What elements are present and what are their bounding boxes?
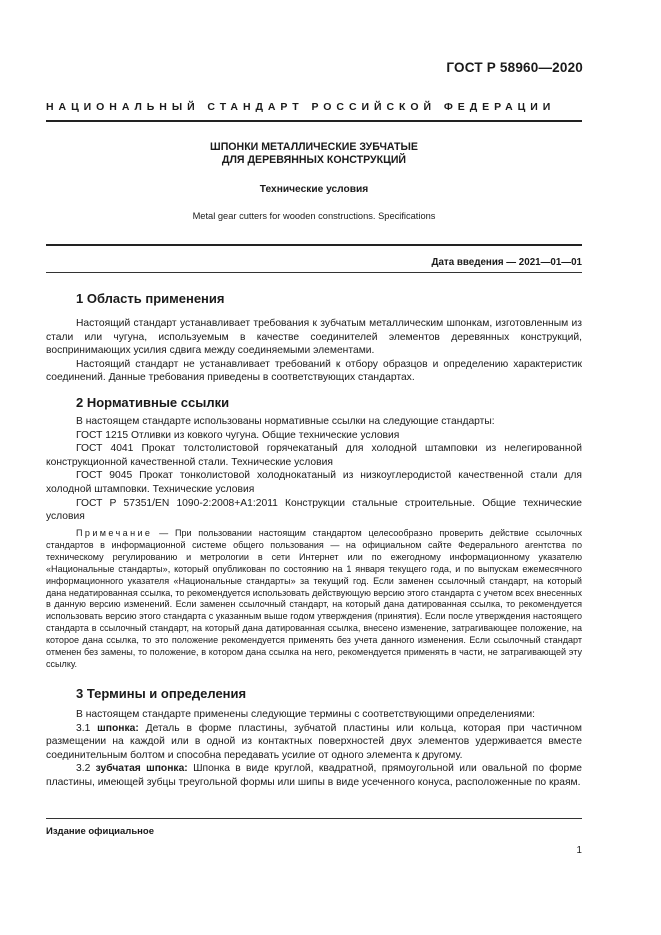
references-intro: В настоящем стандарте использованы нормативные ссылки на следующие стандарты: <box>76 416 495 427</box>
section-1-paragraph: Настоящий стандарт устанавливает требования к зубчатым металлическим шпонкам, изготовленным из стали или чугуна, используемым в качестве соединителей элементов деревянных конструкций, воспринимающих усилия сдвига между соединяемыми элементами. <box>46 318 582 357</box>
title-line-2: ДЛЯ ДЕРЕВЯННЫХ КОНСТРУКЦИЙ <box>221 154 407 166</box>
note-label: Примечание <box>76 528 153 538</box>
national-standard-banner: НАЦИОНАЛЬНЫЙ СТАНДАРТ РОССИЙСКОЙ ФЕДЕРАЦИИ <box>46 101 556 113</box>
date-rule <box>46 272 582 273</box>
term-definition <box>46 722 582 763</box>
term-name: шпонка: <box>97 722 139 734</box>
footer-rule <box>46 818 582 819</box>
reference-item: ГОСТ 4041 Прокат толстолистовой горячекатаный для холодной штамповки из нелегированной конструкционной качественной стали. Технические условия <box>46 443 582 468</box>
section-1-paragraph: Настоящий стандарт не устанавливает требований к отбору образцов и определению характеристик соединений. Данные требования приведены в соответствующих стандартах. <box>46 358 582 384</box>
page-number: 1 <box>576 845 582 856</box>
document-subtitle: Технические условия <box>259 184 369 195</box>
term-definition <box>46 762 582 789</box>
effective-date: Дата введения — 2021—01—01 <box>431 257 582 268</box>
section-3-heading: 3 Термины и определения <box>76 686 247 701</box>
reference-item: ГОСТ 1215 Отливки из ковкого чугуна. Общие технические условия <box>76 429 400 441</box>
term-name: зубчатая шпонка: <box>95 763 188 775</box>
term-number: 3.1 <box>76 722 91 734</box>
term-text: Шпонка в виде круглой, квадратной, прямоугольной или овальной по форме пластины, имеющей зубцы треугольной формы или шипы в виде усеченного конуса, расположенные по краям. <box>46 763 582 788</box>
term-text: Деталь в форме пластины, зубчатой пластины или кольца, которая при частичном размещении на каждой или в одной из контактных поверхностей двух элементов удерживается вместе соединительным болтом и способна передавать усилие от одного элемента к другому. <box>46 722 582 761</box>
references-note <box>46 528 582 671</box>
note-text: — При пользовании настоящим стандартом целесообразно проверить действие ссылочных стандартов в информационной системе общего пользования — на официальном сайте Федерального агентства по техническому регулированию и метрологии в сети Интернет или по ежегодному информационному указателю «Национальные стандарты», который опубликован по состоянию на 1 января текущего года, и по выпускам ежемесячного информационного указателя «Национальные стандарты» за текущий год. Если заменен ссылочный стандарт, на который дана недатированная ссылка, то рекомендуется использовать действующую версию этого стандарта с учетом всех внесенных в данную версию изменений. Если заменен ссылочный стандарт, на который дана датированная ссылка, то рекомендуется использовать версию этого стандарта с указанным выше годом утверждения (принятия). Если после утверждения настоящего стандарта в ссылочный стандарт, на который дана датированная ссылка, внесено изменение, затрагивающее положение, на которое дана ссылка, то это положение рекомендуется применять без учета данного изменения. Если ссылочный стандарт отменен без замены, то положение, в котором дана ссылка на него, рекомендуется применять в части, не затрагивающей эту ссылку. <box>46 528 582 669</box>
reference-item: ГОСТ 9045 Прокат тонколистовой холоднокатаный из низкоуглеродистой качественной стали для холодной штамповки. Технические условия <box>46 470 582 495</box>
reference-item: ГОСТ Р 57351/EN 1090-2:2008+A1:2011 Конструкции стальные строительные. Общие технические условия <box>46 497 582 523</box>
section-1-body <box>46 317 582 385</box>
section-2-heading: 2 Нормативные ссылки <box>76 395 230 410</box>
english-title: Metal gear cutters for wooden constructions. Specifications <box>192 211 436 221</box>
document-title <box>46 141 582 167</box>
standard-code: ГОСТ Р 58960—2020 <box>446 60 583 75</box>
term-number: 3.2 <box>76 763 91 775</box>
section-2-body <box>46 415 582 524</box>
official-edition-label: Издание официальное <box>46 826 154 837</box>
section-3-body <box>46 708 582 790</box>
section-1-heading: 1 Область применения <box>76 291 225 306</box>
header-rule <box>46 120 582 122</box>
title-line-1: ШПОНКИ МЕТАЛЛИЧЕСКИЕ ЗУБЧАТЫЕ <box>210 141 418 153</box>
terms-intro: В настоящем стандарте применены следующие термины с соответствующими определениями: <box>76 709 536 720</box>
title-rule <box>46 244 582 246</box>
